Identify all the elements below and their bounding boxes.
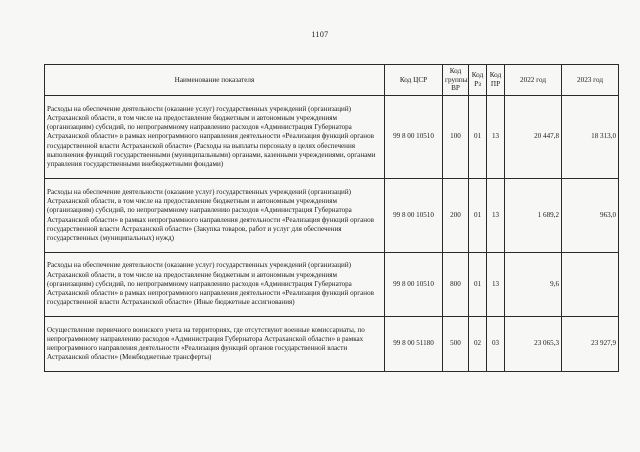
pr-code-cell: 13 [487,253,505,317]
table-row [45,96,619,179]
vr-code-cell: 800 [443,253,469,317]
table-row [45,317,619,372]
rz-code-cell: 02 [469,317,487,372]
table-row [45,253,619,317]
pr-code-cell: 13 [487,96,505,179]
indicator-name-cell: Расходы на обеспечение деятельности (оказание услуг) государственных учреждений (организаций) Астраханской области, в том числе на предоставление бюджетным и автономным учреждениям (организациям) субсидий, по непрограммному направлению расходов «Администрация Губернатора Астраханской области» в рамках непрограммного направления деятельности «Реализация функций органов государственной власти Астраханской области» (Иные бюджетные ассигнования) [45,253,385,317]
pr-code-cell: 13 [487,179,505,253]
table-header-row [45,65,619,96]
header-rz-code: Код Рз [469,65,487,96]
header-csr-code: Код ЦСР [385,65,443,96]
pr-code-cell: 03 [487,317,505,372]
rz-code-cell: 01 [469,96,487,179]
header-year-2022: 2022 год [505,65,562,96]
amount-2022-cell: 1 689,2 [505,179,562,253]
amount-2023-cell: 23 927,9 [562,317,619,372]
vr-code-cell: 200 [443,179,469,253]
indicator-name-cell: Осуществление первичного воинского учета на территориях, где отсутствуют военные комиссариаты, по непрограммному направлению расходов «Администрация Губернатора Астраханской области» в рамках непрограммного направления деятельности «Реализация функций органов государственной власти Астраханской области» (Межбюджетные трансферты) [45,317,385,372]
csr-code-cell: 99 8 00 10510 [385,253,443,317]
amount-2023-cell: 963,0 [562,179,619,253]
rz-code-cell: 01 [469,179,487,253]
indicator-name-cell: Расходы на обеспечение деятельности (оказание услуг) государственных учреждений (организаций) Астраханской области, в том числе на предоставление бюджетным и автономным учреждениям (организациям) субсидий, по непрограммному направлению расходов «Администрация Губернатора Астраханской области» в рамках непрограммного направления деятельности «Реализация функций органов государственной власти Астраханской области» (Закупка товаров, работ и услуг для обеспечения государственных (муниципальных) нужд) [45,179,385,253]
indicator-name-cell: Расходы на обеспечение деятельности (оказание услуг) государственных учреждений (организаций) Астраханской области, в том числе на предоставление бюджетным и автономным учреждениям (организациям) субсидий, по непрограммному направлению расходов «Администрация Губернатора Астраханской области» в рамках непрограммного направления деятельности «Реализация функций органов государственной власти Астраханской области» (Расходы на выплаты персоналу в целях обеспечения выполнения функций государственными (муниципальными) органами, казенными учреждениями, органами управления государственными внебюджетными фондами) [45,96,385,179]
table-row [45,179,619,253]
header-indicator-name: Наименование показателя [45,65,385,96]
page-number: 1107 [311,30,329,39]
amount-2022-cell: 20 447,8 [505,96,562,179]
budget-table [44,64,619,372]
header-pr-code: Код ПР [487,65,505,96]
vr-code-cell: 500 [443,317,469,372]
amount-2023-cell [562,253,619,317]
header-year-2023: 2023 год [562,65,619,96]
amount-2022-cell: 9,6 [505,253,562,317]
rz-code-cell: 01 [469,253,487,317]
csr-code-cell: 99 8 00 10510 [385,96,443,179]
csr-code-cell: 99 8 00 10510 [385,179,443,253]
amount-2022-cell: 23 065,3 [505,317,562,372]
csr-code-cell: 99 8 00 51180 [385,317,443,372]
header-vr-code: Код группы ВР [443,65,469,96]
amount-2023-cell: 18 313,0 [562,96,619,179]
vr-code-cell: 100 [443,96,469,179]
